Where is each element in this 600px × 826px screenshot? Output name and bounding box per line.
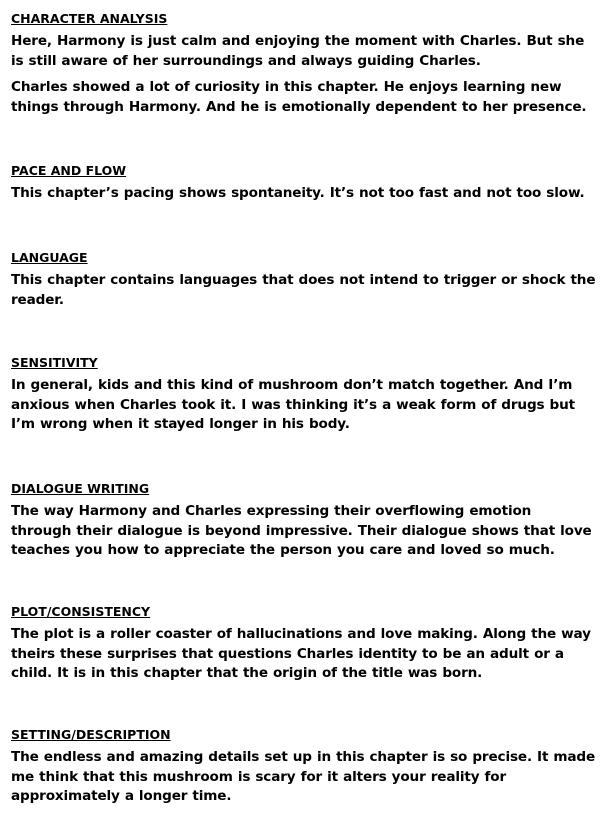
section-paragraph: Here, Harmony is just calm and enjoying the moment with Charles. But she is still aware of her surroundings and always guiding Charles. <box>11 33 585 69</box>
section-language <box>11 250 596 310</box>
section-heading: SETTING/DESCRIPTION <box>11 727 171 742</box>
section-paragraph: The way Harmony and Charles expressing their overflowing emotion through their dialogue is beyond impressive. Their dialogue shows that love teaches you how to appreciate the person you care and loved so much. <box>11 503 592 558</box>
section-character-analysis <box>11 11 596 117</box>
section-setting-description <box>11 727 596 807</box>
section-pace-and-flow <box>11 163 596 204</box>
section-heading: PACE AND FLOW <box>11 163 127 178</box>
section-plot-consistency <box>11 604 596 684</box>
section-sensitivity <box>11 355 596 435</box>
section-heading: CHARACTER ANALYSIS <box>11 11 168 26</box>
section-paragraph: The plot is a roller coaster of hallucinations and love making. Along the way theirs these surprises that questions Charles identity to be an adult or a child. It is in this chapter that the origin of the title was born. <box>11 626 591 681</box>
section-paragraph: This chapter’s pacing shows spontaneity. It’s not too fast and not too slow. <box>11 185 585 201</box>
section-heading: DIALOGUE WRITING <box>11 481 150 496</box>
section-heading: LANGUAGE <box>11 250 88 265</box>
section-paragraph: Charles showed a lot of curiosity in this chapter. He enjoys learning new things through Harmony. And he is emotionally dependent to her presence. <box>11 79 587 115</box>
section-paragraph: The endless and amazing details set up in this chapter is so precise. It made me think that this mushroom is scary for it alters your reality for approximately a longer time. <box>11 749 596 804</box>
section-paragraph: This chapter contains languages that does not intend to trigger or shock the reader. <box>11 272 596 308</box>
section-heading: SENSITIVITY <box>11 355 98 370</box>
section-heading: PLOT/CONSISTENCY <box>11 604 151 619</box>
section-paragraph: In general, kids and this kind of mushroom don’t match together. And I’m anxious when Charles took it. I was thinking it’s a weak form of drugs but I’m wrong when it stayed longer in his body. <box>11 377 576 432</box>
section-dialogue-writing <box>11 481 596 561</box>
